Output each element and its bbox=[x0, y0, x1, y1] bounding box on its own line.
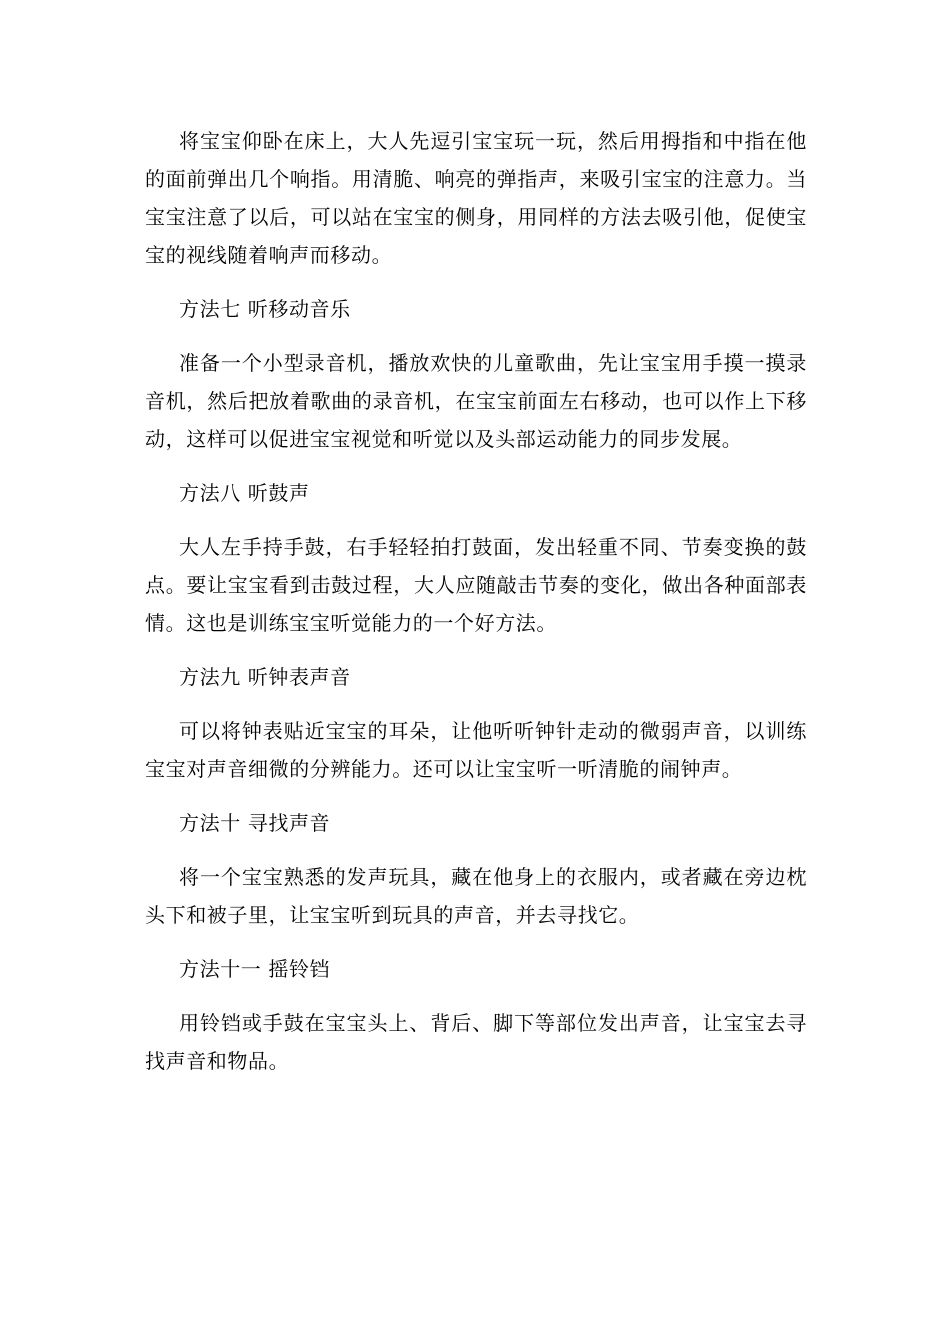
paragraph-method-11: 用铃铛或手鼓在宝宝头上、背后、脚下等部位发出声音，让宝宝去寻找声音和物品。 bbox=[145, 1011, 807, 1073]
heading-method-7: 方法七 听移动音乐 bbox=[179, 297, 351, 321]
document-body bbox=[145, 122, 807, 1096]
heading-method-8: 方法八 听鼓声 bbox=[179, 481, 310, 505]
paragraph-method-8: 大人左手持手鼓，右手轻轻拍打鼓面，发出轻重不同、节奏变换的鼓点。要让宝宝看到击鼓过程，大人应随敲击节奏的变化，做出各种面部表情。这也是训练宝宝听觉能力的一个好方法。 bbox=[145, 535, 807, 635]
heading-method-9: 方法九 听钟表声音 bbox=[179, 665, 351, 689]
paragraph-finger-snap: 将宝宝仰卧在床上，大人先逗引宝宝玩一玩，然后用拇指和中指在他的面前弹出几个响指。用清脆、响亮的弹指声，来吸引宝宝的注意力。当宝宝注意了以后，可以站在宝宝的侧身，用同样的方法去吸引他，促使宝宝的视线随着响声而移动。 bbox=[145, 129, 807, 267]
paragraph-method-7: 准备一个小型录音机，播放欢快的儿童歌曲，先让宝宝用手摸一摸录音机，然后把放着歌曲的录音机，在宝宝前面左右移动，也可以作上下移动，这样可以促进宝宝视觉和听觉以及头部运动能力的同步发展。 bbox=[145, 351, 807, 451]
heading-method-11: 方法十一 摇铃铛 bbox=[179, 957, 331, 981]
heading-method-10: 方法十 寻找声音 bbox=[179, 811, 331, 835]
paragraph-method-9: 可以将钟表贴近宝宝的耳朵，让他听听钟针走动的微弱声音，以训练宝宝对声音细微的分辨能力。还可以让宝宝听一听清脆的闹钟声。 bbox=[145, 719, 807, 781]
paragraph-method-10: 将一个宝宝熟悉的发声玩具，藏在他身上的衣服内，或者藏在旁边枕头下和被子里，让宝宝听到玩具的声音，并去寻找它。 bbox=[145, 865, 807, 927]
